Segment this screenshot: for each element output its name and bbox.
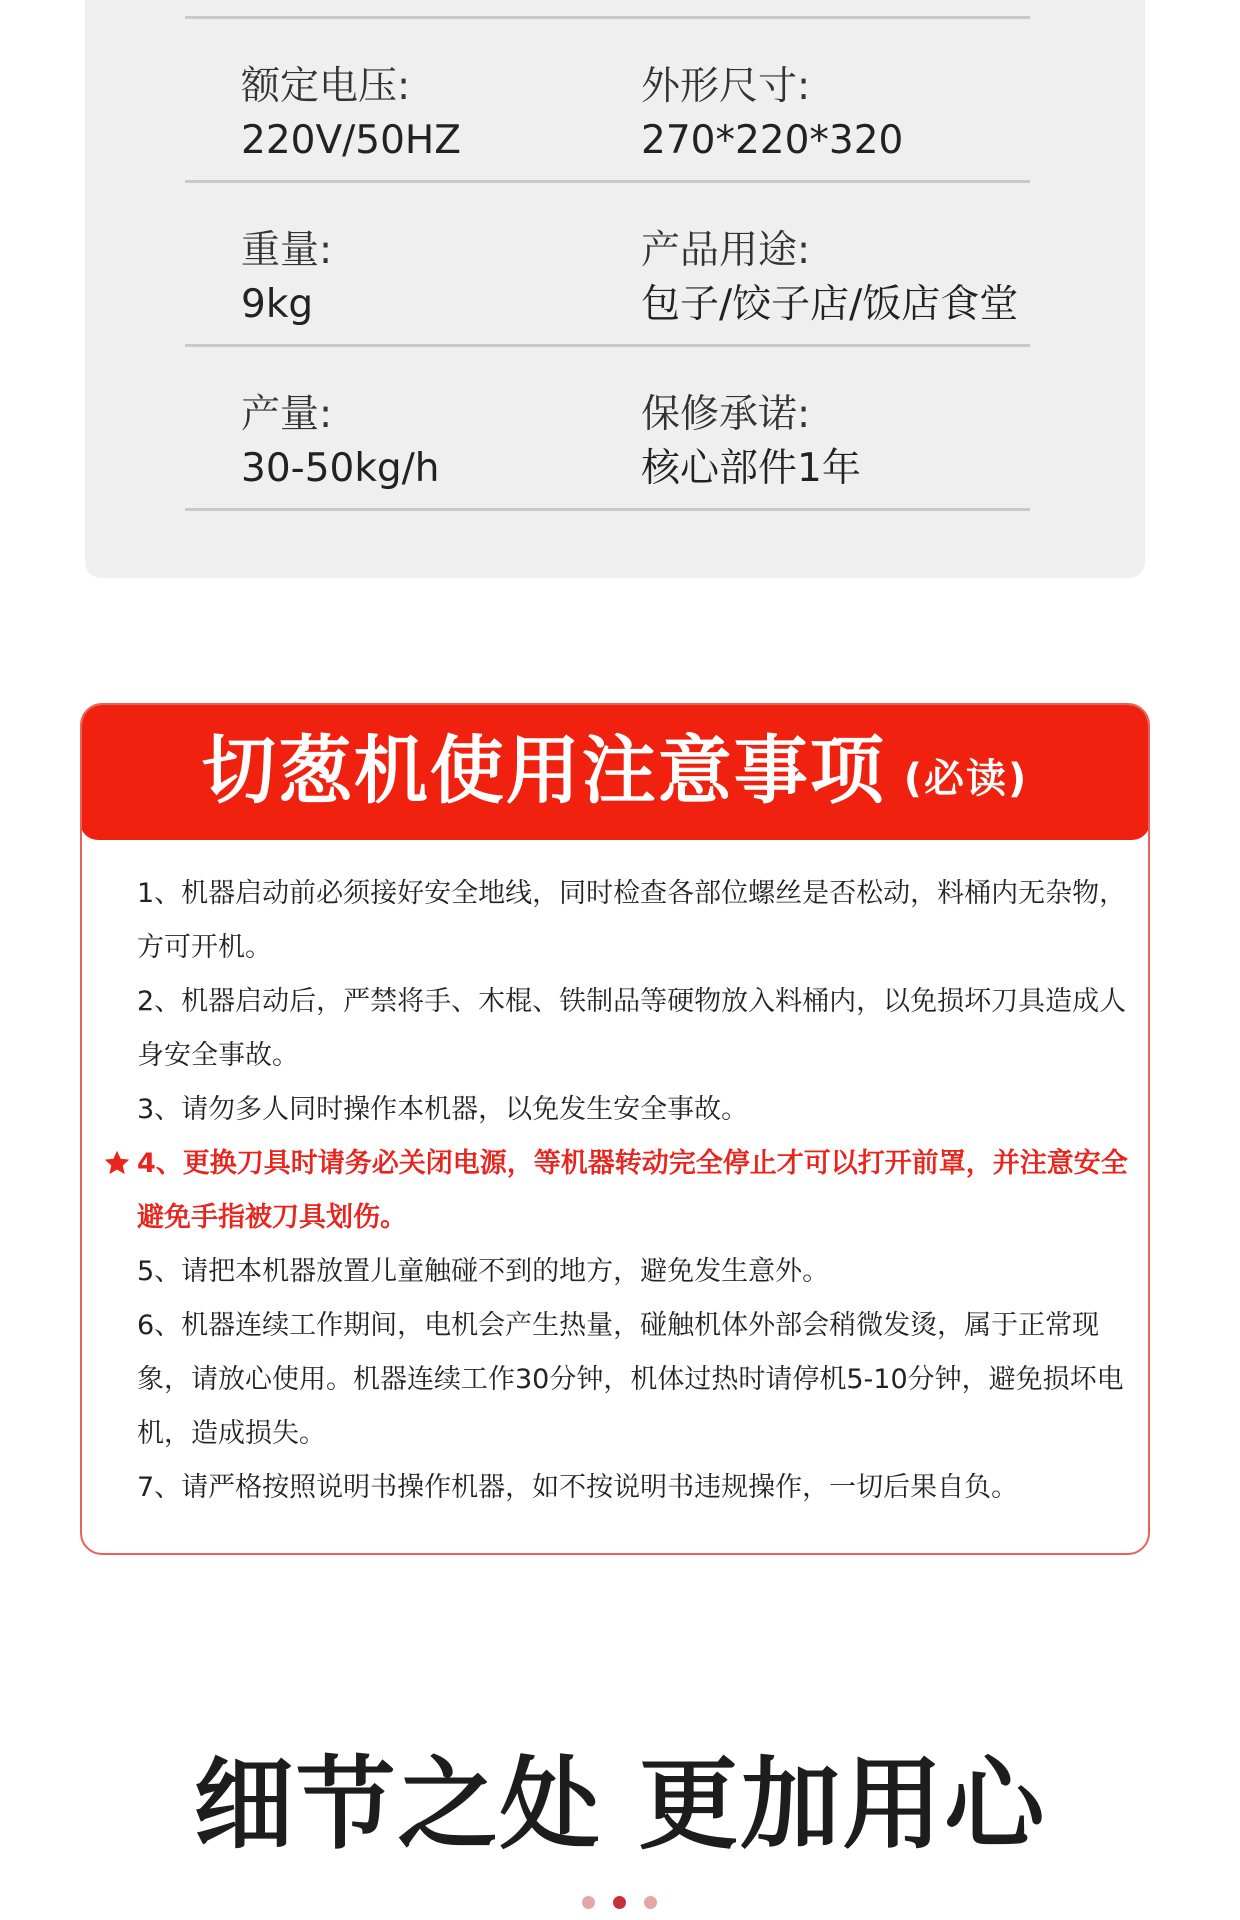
spec-usage — [641, 228, 1041, 328]
spec-label: 额定电压: — [241, 64, 411, 109]
spec-label: 产品用途: — [641, 228, 811, 273]
spec-label: 保修承诺: — [641, 392, 811, 437]
spec-value: 30-50kg/h — [241, 446, 440, 491]
divider — [185, 344, 1030, 347]
spec-value: 9kg — [241, 282, 314, 327]
spec-value: 220V/50HZ — [241, 118, 461, 163]
divider — [185, 508, 1030, 511]
notice-item: 1、机器启动前必须接好安全地线，同时检查各部位螺丝是否松动，料桶内无杂物，方可开机。 — [137, 878, 1127, 963]
carousel-dot[interactable] — [582, 1896, 595, 1909]
notice-header — [80, 703, 1150, 840]
spec-dimensions — [641, 64, 1041, 164]
spec-output — [241, 392, 641, 492]
notice-item: 6、机器连续工作期间，电机会产生热量，碰触机体外部会稍微发烫，属于正常现象，请放心使用。机器连续工作30分钟，机体过热时请停机5-10分钟，避免损坏电机，造成损失。 — [137, 1310, 1124, 1449]
notice-item: 7、请严格按照说明书操作机器，如不按说明书违规操作，一切后果自负。 — [137, 1472, 1019, 1503]
spec-label: 产量: — [241, 392, 333, 437]
spec-label: 外形尺寸: — [641, 64, 811, 109]
notice-list — [137, 867, 1137, 1515]
spec-warranty — [641, 392, 1041, 492]
spec-label: 重量: — [241, 228, 333, 273]
notice-item: 3、请勿多人同时操作本机器，以免发生安全事故。 — [137, 1094, 749, 1125]
spec-rated-voltage — [241, 64, 641, 164]
notice-item-warning — [137, 1137, 1137, 1245]
carousel-dot[interactable] — [644, 1896, 657, 1909]
carousel-dots — [580, 1896, 660, 1910]
spec-card — [85, 0, 1145, 578]
section-heading: 细节之处 更加用心 — [193, 1746, 1047, 1863]
notice-title — [202, 727, 1029, 827]
divider — [185, 16, 1030, 19]
carousel-dot-active[interactable] — [613, 1896, 626, 1909]
usage-notice-box — [80, 703, 1150, 1555]
star-icon — [103, 1149, 131, 1177]
spec-value: 核心部件1年 — [641, 446, 861, 491]
divider — [185, 180, 1030, 183]
notice-item: 2、机器启动后，严禁将手、木棍、铁制品等硬物放入料桶内，以免损坏刀具造成人身安全事故。 — [137, 986, 1127, 1071]
notice-warning-text: 4、更换刀具时请务必关闭电源，等机器转动完全停止才可以打开前罩，并注意安全避免手指被刀具划伤。 — [137, 1148, 1128, 1233]
notice-item: 5、请把本机器放置儿童触碰不到的地方，避免发生意外。 — [137, 1256, 830, 1287]
spec-value: 270*220*320 — [641, 118, 904, 163]
spec-value: 包子/饺子店/饭店食堂 — [641, 282, 1019, 327]
spec-weight — [241, 228, 641, 328]
notice-title-suffix: (必读) — [903, 756, 1029, 802]
notice-title-text: 切葱机使用注意事项 — [201, 728, 886, 814]
